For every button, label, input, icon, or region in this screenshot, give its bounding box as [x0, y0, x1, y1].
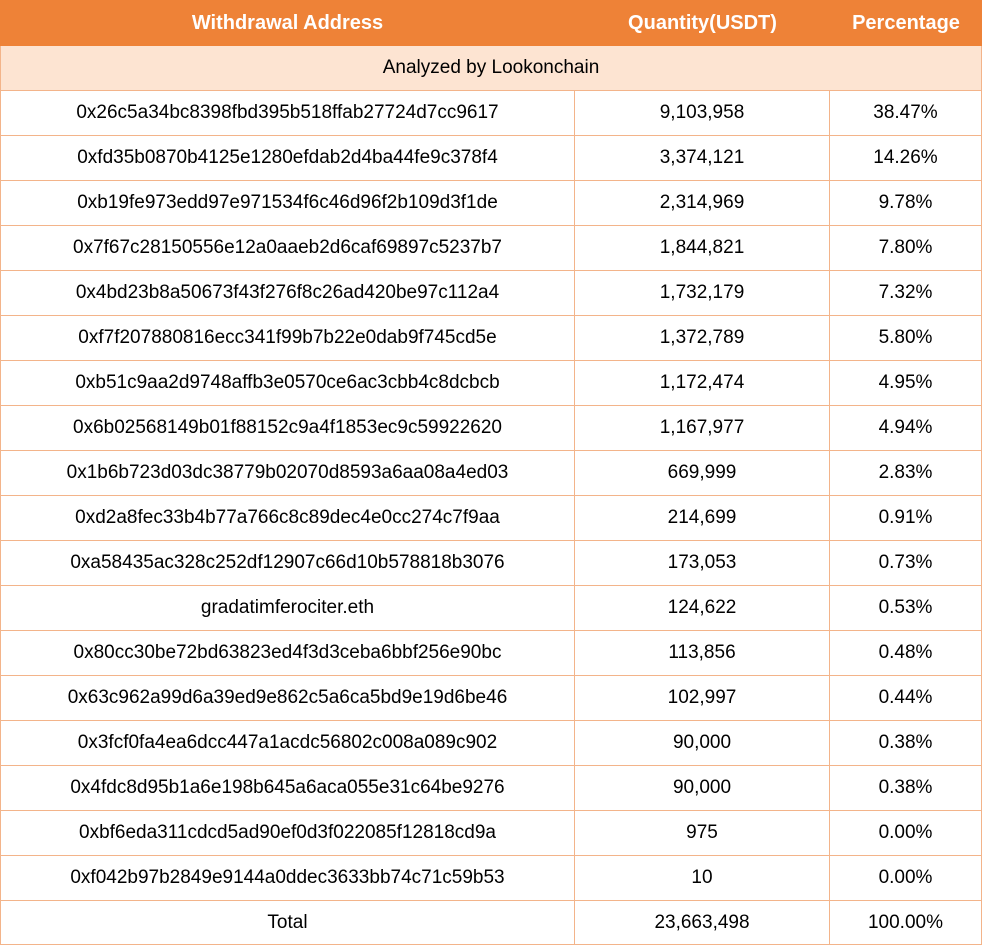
table-row [1, 180, 982, 225]
table-row [1, 270, 982, 315]
quantity-cell: 102,997 [575, 676, 830, 720]
percentage-cell: 0.00% [830, 856, 982, 900]
quantity-cell: 9,103,958 [575, 91, 830, 135]
table-row [1, 225, 982, 270]
header-address: Withdrawal Address [191, 11, 384, 34]
quantity-cell: 10 [575, 856, 830, 900]
total-row [1, 900, 982, 945]
table-row [1, 720, 982, 765]
percentage-cell: 5.80% [830, 316, 982, 360]
quantity-cell: 2,314,969 [575, 181, 830, 225]
table-row [1, 810, 982, 855]
table-body [0, 90, 982, 945]
address-cell: 0xf7f207880816ecc341f99b7b22e0dab9f745cd5e [1, 316, 575, 360]
address-cell: 0x4fdc8d95b1a6e198b645a6aca055e31c64be9276 [1, 766, 575, 810]
quantity-cell: 214,699 [575, 496, 830, 540]
quantity-cell: 90,000 [575, 721, 830, 765]
table-row [1, 135, 982, 180]
table-row [1, 450, 982, 495]
percentage-cell: 0.53% [830, 586, 982, 630]
percentage-cell: 9.78% [830, 181, 982, 225]
address-cell: 0xb51c9aa2d9748affb3e0570ce6ac3cbb4c8dcbcb [1, 361, 575, 405]
quantity-cell: 90,000 [575, 766, 830, 810]
percentage-cell: 0.38% [830, 766, 982, 810]
address-cell: 0xa58435ac328c252df12907c66d10b578818b3076 [1, 541, 575, 585]
total-quantity: 23,663,498 [575, 901, 830, 944]
percentage-cell: 14.26% [830, 136, 982, 180]
table-row [1, 585, 982, 630]
table-row [1, 540, 982, 585]
percentage-cell: 0.00% [830, 811, 982, 855]
table-row [1, 675, 982, 720]
header-quantity: Quantity(USDT) [628, 11, 777, 34]
quantity-cell: 975 [575, 811, 830, 855]
address-cell: 0x1b6b723d03dc38779b02070d8593a6aa08a4ed03 [1, 451, 575, 495]
quantity-cell: 173,053 [575, 541, 830, 585]
table-row [1, 90, 982, 135]
analyzed-by-banner: Analyzed by Lookonchain [0, 46, 982, 90]
address-cell: 0x26c5a34bc8398fbd395b518ffab27724d7cc9617 [1, 91, 575, 135]
header-percentage: Percentage [852, 11, 960, 34]
quantity-cell: 1,372,789 [575, 316, 830, 360]
table-row [1, 630, 982, 675]
quantity-cell: 1,167,977 [575, 406, 830, 450]
table-row [1, 765, 982, 810]
quantity-cell: 1,844,821 [575, 226, 830, 270]
address-cell: 0xb19fe973edd97e971534f6c46d96f2b109d3f1de [1, 181, 575, 225]
percentage-cell: 7.32% [830, 271, 982, 315]
percentage-cell: 0.91% [830, 496, 982, 540]
percentage-cell: 4.95% [830, 361, 982, 405]
address-cell: 0x63c962a99d6a39ed9e862c5a6ca5bd9e19d6be46 [1, 676, 575, 720]
table-row [1, 495, 982, 540]
address-cell: 0x80cc30be72bd63823ed4f3d3ceba6bbf256e90bc [1, 631, 575, 675]
total-percentage: 100.00% [830, 901, 982, 944]
table-row [1, 315, 982, 360]
address-cell: 0x4bd23b8a50673f43f276f8c26ad420be97c112a4 [1, 271, 575, 315]
address-cell: 0x7f67c28150556e12a0aaeb2d6caf69897c5237b7 [1, 226, 575, 270]
address-cell: 0xd2a8fec33b4b77a766c8c89dec4e0cc274c7f9aa [1, 496, 575, 540]
percentage-cell: 0.73% [830, 541, 982, 585]
address-cell: 0x6b02568149b01f88152c9a4f1853ec9c59922620 [1, 406, 575, 450]
quantity-cell: 113,856 [575, 631, 830, 675]
total-label: Total [1, 901, 575, 944]
table-row [1, 360, 982, 405]
percentage-cell: 0.44% [830, 676, 982, 720]
address-cell: 0xf042b97b2849e9144a0ddec3633bb74c71c59b53 [1, 856, 575, 900]
percentage-cell: 0.48% [830, 631, 982, 675]
address-cell: 0xbf6eda311cdcd5ad90ef0d3f022085f12818cd9a [1, 811, 575, 855]
percentage-cell: 2.83% [830, 451, 982, 495]
address-cell: 0x3fcf0fa4ea6dcc447a1acdc56802c008a089c902 [1, 721, 575, 765]
table-row [1, 405, 982, 450]
quantity-cell: 669,999 [575, 451, 830, 495]
quantity-cell: 1,732,179 [575, 271, 830, 315]
percentage-cell: 4.94% [830, 406, 982, 450]
table-header [0, 0, 982, 46]
percentage-cell: 0.38% [830, 721, 982, 765]
address-cell: gradatimferociter.eth [1, 586, 575, 630]
table-row [1, 855, 982, 900]
percentage-cell: 38.47% [830, 91, 982, 135]
percentage-cell: 7.80% [830, 226, 982, 270]
address-cell: 0xfd35b0870b4125e1280efdab2d4ba44fe9c378f4 [1, 136, 575, 180]
quantity-cell: 3,374,121 [575, 136, 830, 180]
quantity-cell: 1,172,474 [575, 361, 830, 405]
quantity-cell: 124,622 [575, 586, 830, 630]
